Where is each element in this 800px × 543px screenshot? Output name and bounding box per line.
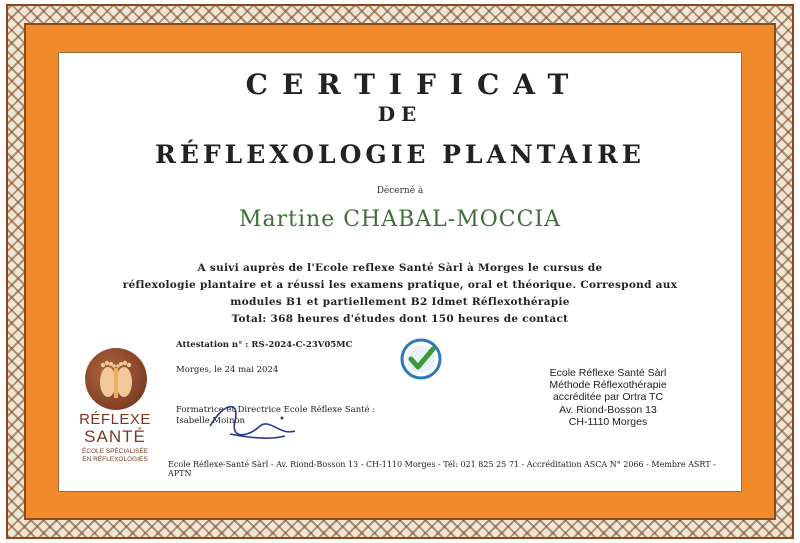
body-line-2: réflexologie plantaire et a réussi les examens pratique, oral et théorique. Correspond aux <box>122 279 678 291</box>
title-certificat: CERTIFICAT <box>245 68 583 101</box>
logo-line-2: SANTÉ <box>84 427 146 446</box>
title-reflexologie: RÉFLEXOLOGIE PLANTAIRE <box>155 140 645 169</box>
feet-icon <box>85 348 147 410</box>
place-date: Morges, le 24 mai 2024 <box>176 365 279 375</box>
signature <box>200 396 310 446</box>
school-line-5: CH-1110 Morges <box>568 415 648 428</box>
signatory-name: Isabelle Moinon <box>176 416 246 426</box>
school-line-4: Av. Riond-Bosson 13 <box>559 403 657 416</box>
logo-tagline <box>72 448 158 464</box>
footer-text: Ecole Réflexe-Santé Sàrl - Av. Riond-Bosson 13 - CH-1110 Morges - Tél: 021 825 25 71 - Accréditation ASCA N° 2066 - Membre ASRT - APTN <box>168 460 716 478</box>
school-address-block <box>498 367 718 428</box>
school-line-1: Ecole Réflexe Santé Sàrl <box>549 367 667 379</box>
school-line-3: accréditée par Ortra TC <box>552 391 664 404</box>
body-line-1: A suivi auprès de l'Ecole reflexe Santé Sàrl à Morges le cursus de <box>197 262 603 274</box>
school-logo <box>72 348 158 476</box>
signatory-role: Formatrice et Directrice Ecole Réflexe Santé : <box>176 405 376 415</box>
logo-line-4: EN RÉFLEXOLOGIES <box>82 456 148 463</box>
body-line-3: modules B1 et partiellement B2 Idmet Réflexothérapie <box>230 296 570 308</box>
recipient-name: Martine CHABAL-MOCCIA <box>238 207 562 232</box>
logo-line-3: ÉCOLE SPÉCIALISÉE <box>81 448 149 455</box>
logo-circle <box>85 348 147 410</box>
school-line-2: Méthode Réflexothérapie <box>549 379 667 392</box>
checkmark-badge-icon <box>400 338 442 380</box>
logo-line-1: RÉFLEXE <box>79 411 151 428</box>
body-line-4: Total: 368 heures d'études dont 150 heures de contact <box>231 313 569 325</box>
attestation-number: RS-2024-C-23V05MC <box>251 340 353 350</box>
attestation <box>176 340 352 350</box>
awarded-to-label: Décerné à <box>376 186 424 196</box>
title-de: DE <box>377 102 423 126</box>
attestation-label: Attestation n° : <box>176 340 252 350</box>
